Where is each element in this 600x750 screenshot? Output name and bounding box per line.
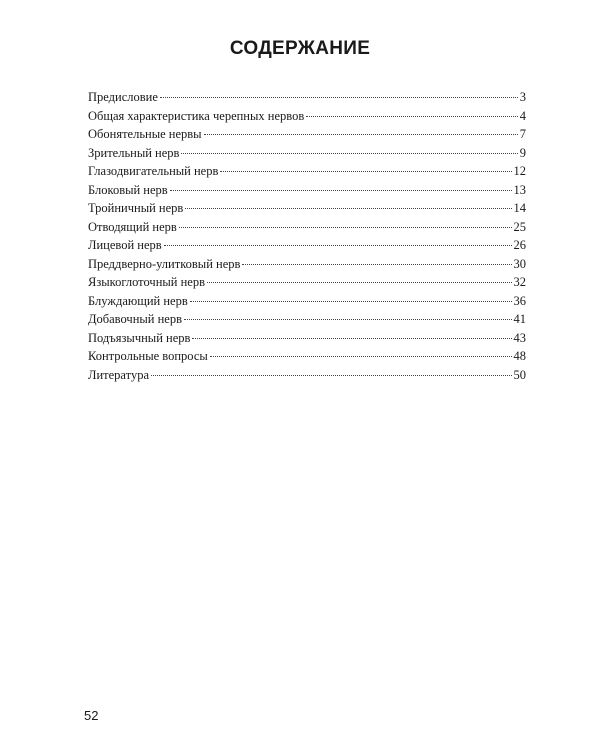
toc-entry-page: 41 xyxy=(513,312,526,326)
toc-entry xyxy=(88,218,526,237)
toc-entry-page: 30 xyxy=(513,256,526,271)
toc-entry-label: Блуждающий нерв xyxy=(88,293,188,308)
toc-entry-label: Добавочный нерв xyxy=(88,312,183,326)
table-of-contents xyxy=(88,88,526,384)
toc-entry xyxy=(88,310,526,329)
toc-leader-dots xyxy=(181,153,517,154)
toc-leader-dots xyxy=(242,264,511,265)
toc-entry xyxy=(88,347,526,366)
toc-entry-label: Преддверно-улитковый нерв xyxy=(88,256,241,271)
toc-entry-page: 43 xyxy=(513,330,526,345)
toc-entry xyxy=(88,199,526,218)
toc-entry-page: 50 xyxy=(513,367,526,382)
page-title: СОДЕРЖАНИЕ xyxy=(229,38,371,59)
toc-entry xyxy=(88,181,526,200)
toc-entry-label: Тройничный нерв xyxy=(88,201,184,215)
toc-entry-label: Контрольные вопросы xyxy=(88,349,208,363)
toc-entry xyxy=(88,329,526,348)
toc-entry-page: 48 xyxy=(513,349,526,363)
toc-entry-label: Обонятельные нервы xyxy=(88,127,202,141)
toc-entry-label: Языкоглоточный нерв xyxy=(88,275,205,289)
toc-entry xyxy=(88,88,526,107)
toc-entry-page: 13 xyxy=(513,182,526,197)
toc-leader-dots xyxy=(160,97,518,98)
toc-leader-dots xyxy=(164,245,512,246)
toc-entry xyxy=(88,236,526,255)
toc-leader-dots xyxy=(306,116,518,117)
toc-entry-page: 12 xyxy=(513,164,526,178)
toc-entry-page: 7 xyxy=(519,127,526,141)
page-number: 52 xyxy=(84,708,99,723)
toc-leader-dots xyxy=(185,208,511,209)
toc-entry xyxy=(88,366,526,385)
toc-entry-label: Общая характеристика черепных нервов xyxy=(88,108,305,123)
toc-leader-dots xyxy=(192,338,511,339)
toc-entry-label: Блоковый нерв xyxy=(88,182,168,197)
toc-entry xyxy=(88,255,526,274)
toc-entry-label: Подъязычный нерв xyxy=(88,330,191,345)
toc-leader-dots xyxy=(210,356,512,357)
toc-leader-dots xyxy=(220,171,511,172)
toc-entry-page: 36 xyxy=(513,293,526,308)
toc-entry xyxy=(88,107,526,126)
toc-entry xyxy=(88,125,526,144)
toc-entry-label: Отводящий нерв xyxy=(88,219,177,234)
toc-entry-label: Предисловие xyxy=(88,90,158,104)
toc-leader-dots xyxy=(204,134,518,135)
toc-leader-dots xyxy=(184,319,511,320)
toc-leader-dots xyxy=(207,282,512,283)
toc-leader-dots xyxy=(190,301,512,302)
toc-entry-label: Глазодвигательный нерв xyxy=(88,164,219,178)
toc-leader-dots xyxy=(170,190,512,191)
toc-entry-label: Лицевой нерв xyxy=(88,238,162,252)
toc-entry-label: Зрительный нерв xyxy=(88,145,180,160)
toc-entry-page: 26 xyxy=(513,238,526,252)
toc-leader-dots xyxy=(151,375,512,376)
toc-entry xyxy=(88,273,526,292)
toc-entry-page: 25 xyxy=(513,219,526,234)
toc-entry-page: 9 xyxy=(519,145,526,160)
toc-entry-label: Литература xyxy=(88,367,149,382)
toc-entry xyxy=(88,292,526,311)
toc-entry-page: 4 xyxy=(519,108,526,123)
toc-leader-dots xyxy=(179,227,512,228)
toc-entry-page: 14 xyxy=(513,201,526,215)
toc-entry xyxy=(88,144,526,163)
toc-entry-page: 3 xyxy=(519,90,526,104)
toc-entry-page: 32 xyxy=(513,275,526,289)
toc-entry xyxy=(88,162,526,181)
